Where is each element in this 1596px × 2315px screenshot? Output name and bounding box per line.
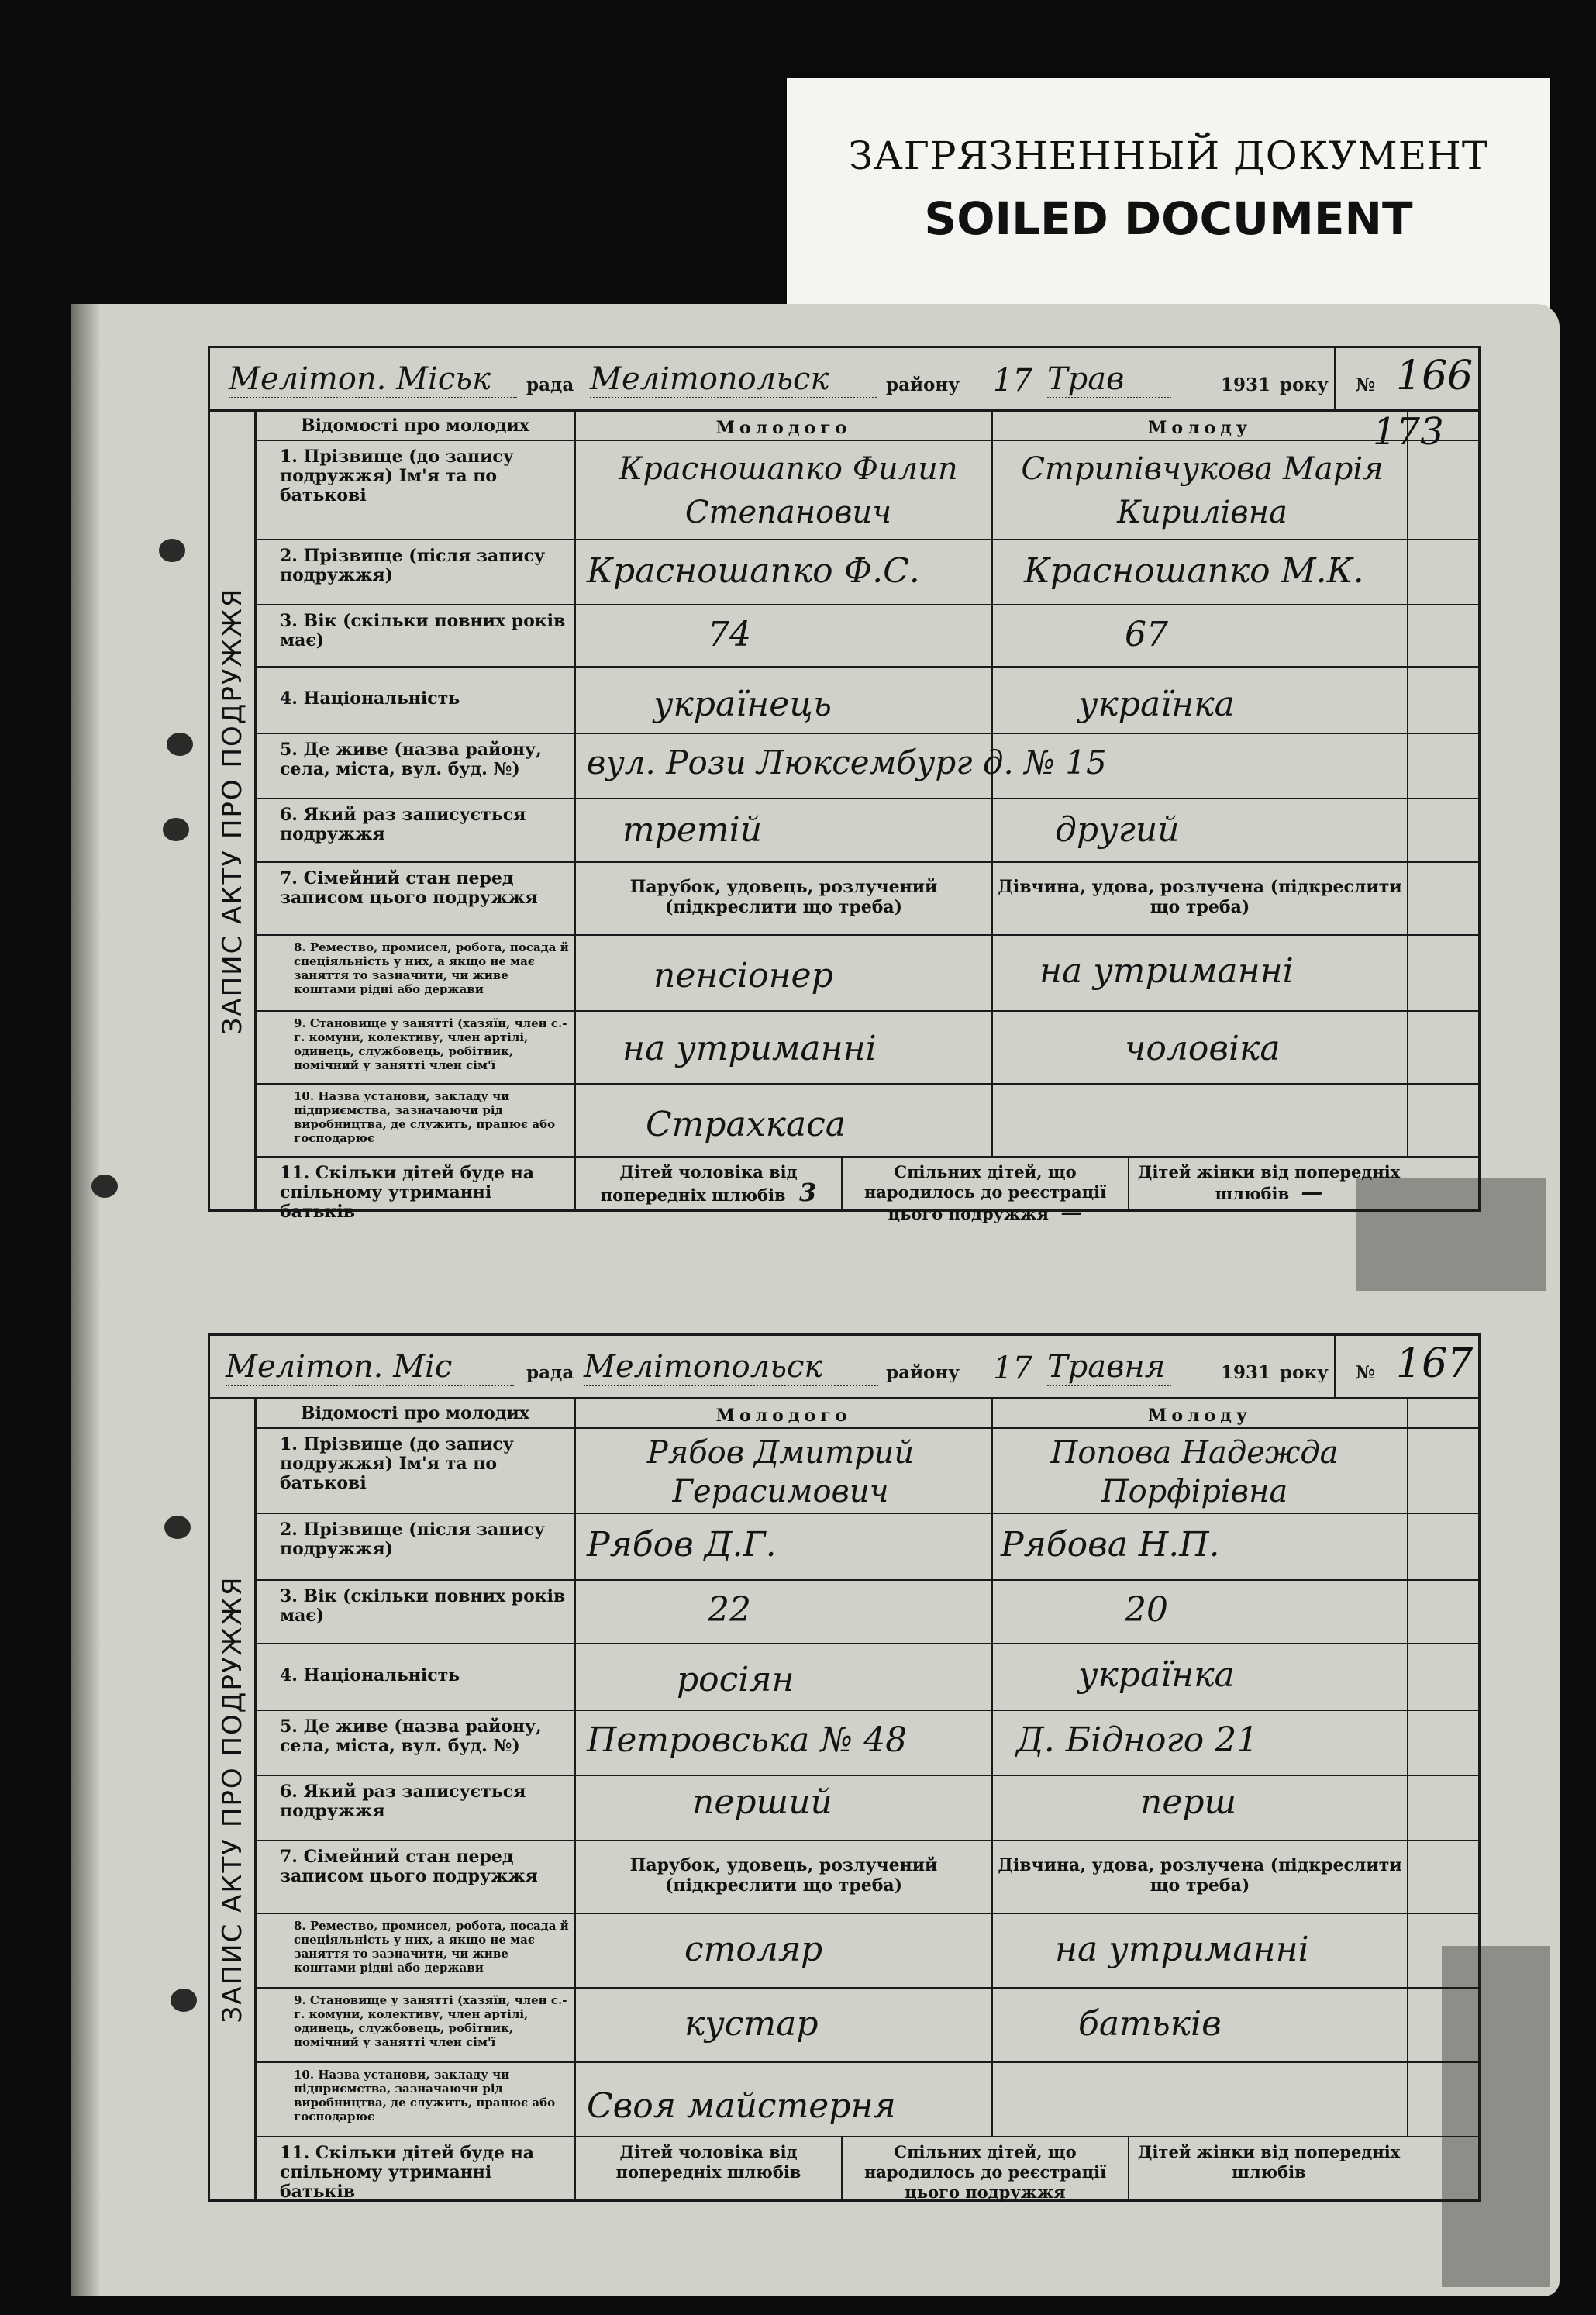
bride-times: перш — [1140, 1782, 1237, 1822]
col-bride-header: Молоду — [993, 1399, 1408, 1427]
side-title: ЗАПИС АКТУ ПРО ПОДРУЖЖЯ — [210, 412, 257, 1209]
row-surname-after — [257, 1514, 1478, 1581]
bride-age: 67 — [1125, 615, 1168, 654]
groom-occupation: пенсіонер — [653, 956, 833, 995]
bride-position: батьків — [1078, 2004, 1222, 2044]
record-table — [257, 412, 1478, 1225]
label-russian: ЗАГРЯЗНЕННЫЙ ДОКУМЕНТ — [848, 133, 1489, 178]
groom-nationality: українець — [653, 685, 832, 724]
binding-hole — [167, 733, 193, 756]
row-label: 3. Вік (скільки повних років має) — [257, 605, 576, 666]
row-label: 1. Прізвище (до запису подружжя) Ім'я та по батькові — [257, 1429, 576, 1513]
marriage-record-167 — [208, 1333, 1481, 2202]
row-marital-status — [257, 863, 1478, 936]
bride-occupation: на утриманні — [1039, 951, 1294, 991]
row-label: 9. Становище у занятті (хазяїн, член с.-г. комуни, колективу, член артілі, одинець, службовець, робітник, помічний у занятті член сім'ї — [257, 1989, 576, 2061]
row-times — [257, 1776, 1478, 1841]
council-name: Мелітоп. Міськ — [229, 361, 517, 398]
row-surname-after — [257, 540, 1478, 605]
bride-name: Стрипівчукова Марія Кирилівна — [1021, 451, 1384, 530]
kids-groom: Дітей чоловіка від попередніх шлюбів — [576, 2137, 843, 2199]
number-label: № — [1356, 374, 1375, 395]
row-label: 7. Сімейний стан перед записом цього подружжя — [257, 1841, 576, 1913]
row-times — [257, 799, 1478, 863]
address: вул. Рози Люксембург д. № 15 — [587, 743, 1107, 781]
page-binding-edge — [71, 304, 101, 2296]
year: 1931 — [1221, 374, 1271, 395]
roku-label: року — [1280, 1362, 1329, 1383]
row-position — [257, 1989, 1478, 2063]
row-nationality — [257, 668, 1478, 734]
year: 1931 — [1221, 1362, 1271, 1383]
bride-surname-after: Рябова Н.П. — [1001, 1525, 1220, 1565]
row-label: 7. Сімейний стан перед записом цього подружжя — [257, 863, 576, 934]
groom-surname-after: Красношапко Ф.С. — [587, 551, 920, 591]
row-age — [257, 1581, 1478, 1644]
col-bride-header: Молоду — [993, 412, 1408, 440]
month: Трав — [1047, 361, 1171, 398]
groom-status-options: Парубок, удовець, розлучений (підкреслити що треба) — [629, 877, 938, 917]
row-position — [257, 1012, 1478, 1085]
kids-bride: Дітей жінки від попередніх шлюбів — [1137, 2142, 1401, 2182]
kids-common-value: — — [1060, 1199, 1083, 1225]
bride-times: другий — [1055, 810, 1180, 850]
kids-groom: Дітей чоловіка від попередніх шлюбів 3 — [576, 1158, 843, 1209]
col-info-header: Відомості про молодих — [257, 412, 576, 440]
raion-label: району — [886, 374, 960, 395]
row-surname-before — [257, 441, 1478, 540]
row-address — [257, 1711, 1478, 1776]
row-label: 10. Назва установи, закладу чи підприємства, зазначаючи рід виробництва, де служить, працює або господарює — [257, 2063, 576, 2136]
rada-label: рада — [526, 1362, 574, 1383]
bride-occupation: на утриманні — [1055, 1930, 1309, 1969]
roku-label: року — [1280, 374, 1329, 395]
number-label: № — [1356, 1362, 1375, 1383]
row-label: 2. Прізвище (після запису подружжя) — [257, 540, 576, 604]
col-groom-header: Молодого — [576, 412, 993, 440]
row-label: 11. Скільки дітей буде на спільному утриманні батьків — [257, 2137, 576, 2199]
row-nationality — [257, 1644, 1478, 1711]
groom-address: Петровська № 48 — [587, 1720, 908, 1760]
row-marital-status — [257, 1841, 1478, 1914]
row-occupation — [257, 936, 1478, 1012]
kids-common: Спільних дітей, що народилось до реєстрації цього подружжя — [843, 2137, 1129, 2199]
groom-nationality: росіян — [677, 1660, 795, 1699]
binding-hole — [91, 1175, 118, 1198]
groom-occupation: столяр — [684, 1930, 823, 1969]
groom-institution: Страхкаса — [646, 1105, 846, 1144]
record-table — [257, 1399, 1478, 2202]
row-institution — [257, 2063, 1478, 2137]
row-label: 5. Де живе (назва району, села, міста, вул. буд. №) — [257, 1711, 576, 1775]
bride-position: чоловіка — [1125, 1029, 1281, 1068]
groom-position: кустар — [684, 2004, 819, 2044]
kids-common: Спільних дітей, що народилось до реєстрації цього подружжя — — [843, 1158, 1129, 1209]
label-english: SOILED DOCUMENT — [924, 192, 1413, 245]
row-label: 8. Ремество, промисел, робота, посада й спеціяльність у них, а якщо не має заняття то зазначити, чи живе коштами рідні або держави — [257, 936, 576, 1010]
groom-times: перший — [692, 1782, 832, 1822]
row-label: 4. Національність — [257, 1644, 576, 1710]
groom-times: третій — [622, 810, 763, 850]
binding-hole — [163, 818, 189, 841]
bride-surname-after: Красношапко М.К. — [1024, 551, 1364, 591]
row-label: 1. Прізвище (до запису подружжя) Ім'я та по батькові — [257, 441, 576, 539]
raion-label: району — [886, 1362, 960, 1383]
row-children — [257, 1158, 1478, 1225]
groom-age: 74 — [708, 615, 751, 654]
council-name: Мелітоп. Міс — [226, 1349, 514, 1386]
kids-bride: Дітей жінки від попередніх шлюбів — — [1137, 1162, 1401, 1205]
row-label: 2. Прізвище (після запису подружжя) — [257, 1514, 576, 1579]
row-children — [257, 2137, 1478, 2202]
row-label: 3. Вік (скільки повних років має) — [257, 1581, 576, 1643]
record-header — [210, 348, 1478, 412]
bride-status-options: Дівчина, удова, розлучена (підкреслити що треба) — [998, 1855, 1402, 1896]
col-info-header: Відомості про молодих — [257, 1399, 576, 1427]
binding-hole — [159, 539, 185, 562]
bride-age: 20 — [1125, 1590, 1168, 1630]
table-header-row — [257, 412, 1478, 441]
rada-label: рада — [526, 374, 574, 395]
row-label: 6. Який раз записується подружжя — [257, 799, 576, 861]
day: 17 — [993, 1351, 1032, 1386]
kids-bride-value: — — [1301, 1179, 1323, 1205]
row-label: 5. Де живе (назва району, села, міста, вул. буд. №) — [257, 734, 576, 798]
row-surname-before — [257, 1429, 1478, 1514]
row-label: 9. Становище у занятті (хазяїн, член с.-г. комуни, колективу, член артілі, одинець, службовець, робітник, помічний у занятті член сім'ї — [257, 1012, 576, 1083]
district-name: Мелітопольск — [584, 1349, 878, 1386]
bride-name: Попова Надежда Порфірівна — [1050, 1435, 1339, 1509]
bride-status-options: Дівчина, удова, розлучена (підкреслити що треба) — [998, 877, 1402, 917]
groom-name: Красношапко Филип Степанович — [619, 451, 958, 530]
side-title: ЗАПИС АКТУ ПРО ПОДРУЖЖЯ — [210, 1399, 257, 2199]
record-number: 166 — [1396, 353, 1474, 399]
groom-age: 22 — [708, 1590, 751, 1630]
binding-hole — [171, 1989, 197, 2012]
month: Травня — [1047, 1349, 1171, 1386]
groom-name: Рябов Дмитрий Герасимович — [646, 1435, 915, 1509]
bride-nationality: українка — [1078, 1655, 1235, 1695]
row-occupation — [257, 1914, 1478, 1989]
day: 17 — [993, 363, 1032, 398]
row-age — [257, 605, 1478, 668]
district-name: Мелітопольск — [590, 361, 877, 398]
row-institution — [257, 1085, 1478, 1158]
row-address — [257, 734, 1478, 799]
row-label: 11. Скільки дітей буде на спільному утриманні батьків — [257, 1158, 576, 1209]
groom-status-options: Парубок, удовець, розлучений (підкреслити що треба) — [629, 1855, 938, 1896]
soiled-document-label — [787, 78, 1550, 316]
groom-surname-after: Рябов Д.Г. — [587, 1525, 777, 1565]
header-divider — [1334, 1336, 1336, 1397]
row-label: 10. Назва установи, закладу чи підприємства, зазначаючи рід виробництва, де служить, працює або господарює — [257, 1085, 576, 1156]
row-label: 4. Національність — [257, 668, 576, 733]
marriage-record-166 — [208, 346, 1481, 1225]
groom-institution: Своя майстерня — [587, 2086, 896, 2126]
record-header — [210, 1336, 1478, 1399]
kids-groom-value: 3 — [798, 1178, 817, 1207]
record-number: 167 — [1396, 1340, 1474, 1387]
bride-nationality: українка — [1078, 685, 1235, 724]
groom-position: на утриманні — [622, 1029, 877, 1068]
row-label: 8. Ремество, промисел, робота, посада й спеціяльність у них, а якщо не має заняття то зазначити, чи живе коштами рідні або держави — [257, 1914, 576, 1987]
col-groom-header: Молодого — [576, 1399, 993, 1427]
table-header-row — [257, 1399, 1478, 1429]
binding-hole — [164, 1516, 191, 1539]
row-label: 6. Який раз записується подружжя — [257, 1776, 576, 1840]
header-divider — [1334, 348, 1336, 409]
bride-address: Д. Бідного 21 — [1016, 1720, 1259, 1760]
record-number-alt: 173 — [1373, 410, 1444, 454]
